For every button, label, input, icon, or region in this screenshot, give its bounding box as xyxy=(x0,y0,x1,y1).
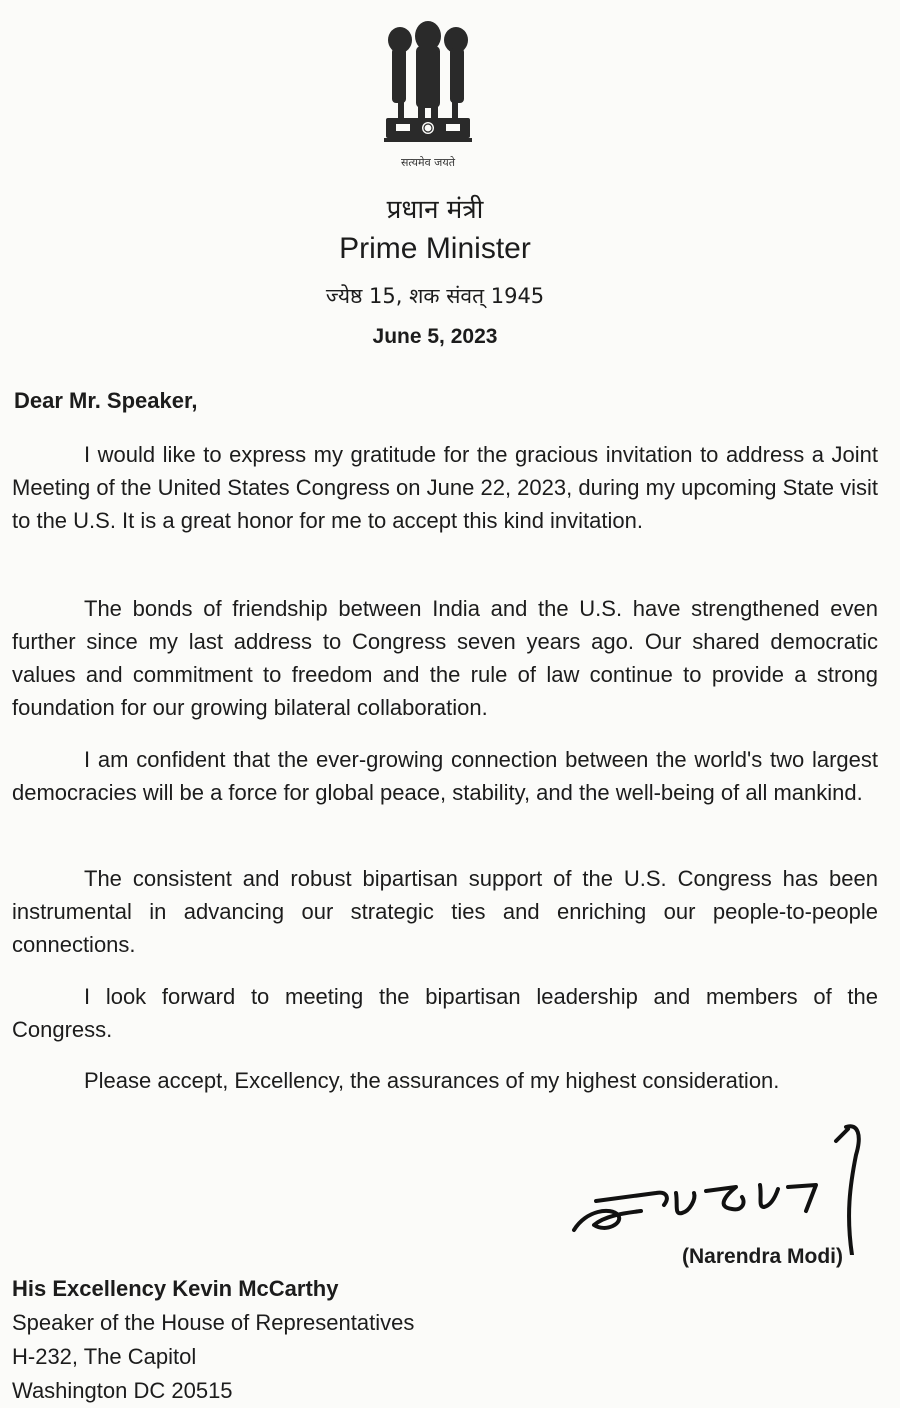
paragraph-friendship: The bonds of friendship between India and the U.S. have strengthened even further since my last address to Congress seven years ago. Our shared democratic values and commitment to freedom and the rule of law continue to provide a strong foundation for our growing bilateral collaboration. xyxy=(12,596,878,720)
paragraph-closing: Please accept, Excellency, the assurances of my highest consideration. xyxy=(84,1068,780,1093)
signatory-name: (Narendra Modi) xyxy=(682,1245,844,1268)
date-english: June 5, 2023 xyxy=(372,325,498,348)
addressee-address-line2: Washington DC 20515 xyxy=(12,1378,233,1403)
paragraph-look-forward: I look forward to meeting the bipartisan leadership and members of the Congress. xyxy=(12,984,878,1042)
addressee-title: Speaker of the House of Representatives xyxy=(12,1310,415,1335)
paragraph-confidence: I am confident that the ever-growing connection between the world's two largest democracies will be a force for global peace, stability, and the well-being of all mankind. xyxy=(12,747,878,805)
date-hindi: ज्येष्ठ 15, शक संवत् 1945 xyxy=(325,284,545,308)
addressee-block xyxy=(12,1272,414,1408)
addressee-name: His Excellency Kevin McCarthy xyxy=(12,1276,339,1301)
salutation: Dear Mr. Speaker, xyxy=(14,388,198,413)
handwritten-signature-icon xyxy=(566,1115,876,1255)
addressee-address-line1: H-232, The Capitol xyxy=(12,1344,197,1369)
state-emblem-icon xyxy=(378,18,478,148)
office-title-hindi: प्रधान मंत्री xyxy=(386,195,484,225)
paragraph-invitation: I would like to express my gratitude for the gracious invitation to address a Joint Meeting of the United States Congress on June 22, 2023, during my upcoming State visit to the U.S. It is a great honor for me to accept this kind invitation. xyxy=(12,442,878,533)
emblem-motto: सत्यमेव जयते xyxy=(400,156,455,169)
office-title-english: Prime Minister xyxy=(339,232,531,265)
paragraph-support: The consistent and robust bipartisan support of the U.S. Congress has been instrumental in advancing our strategic ties and enriching our people-to-people connections. xyxy=(12,866,878,957)
